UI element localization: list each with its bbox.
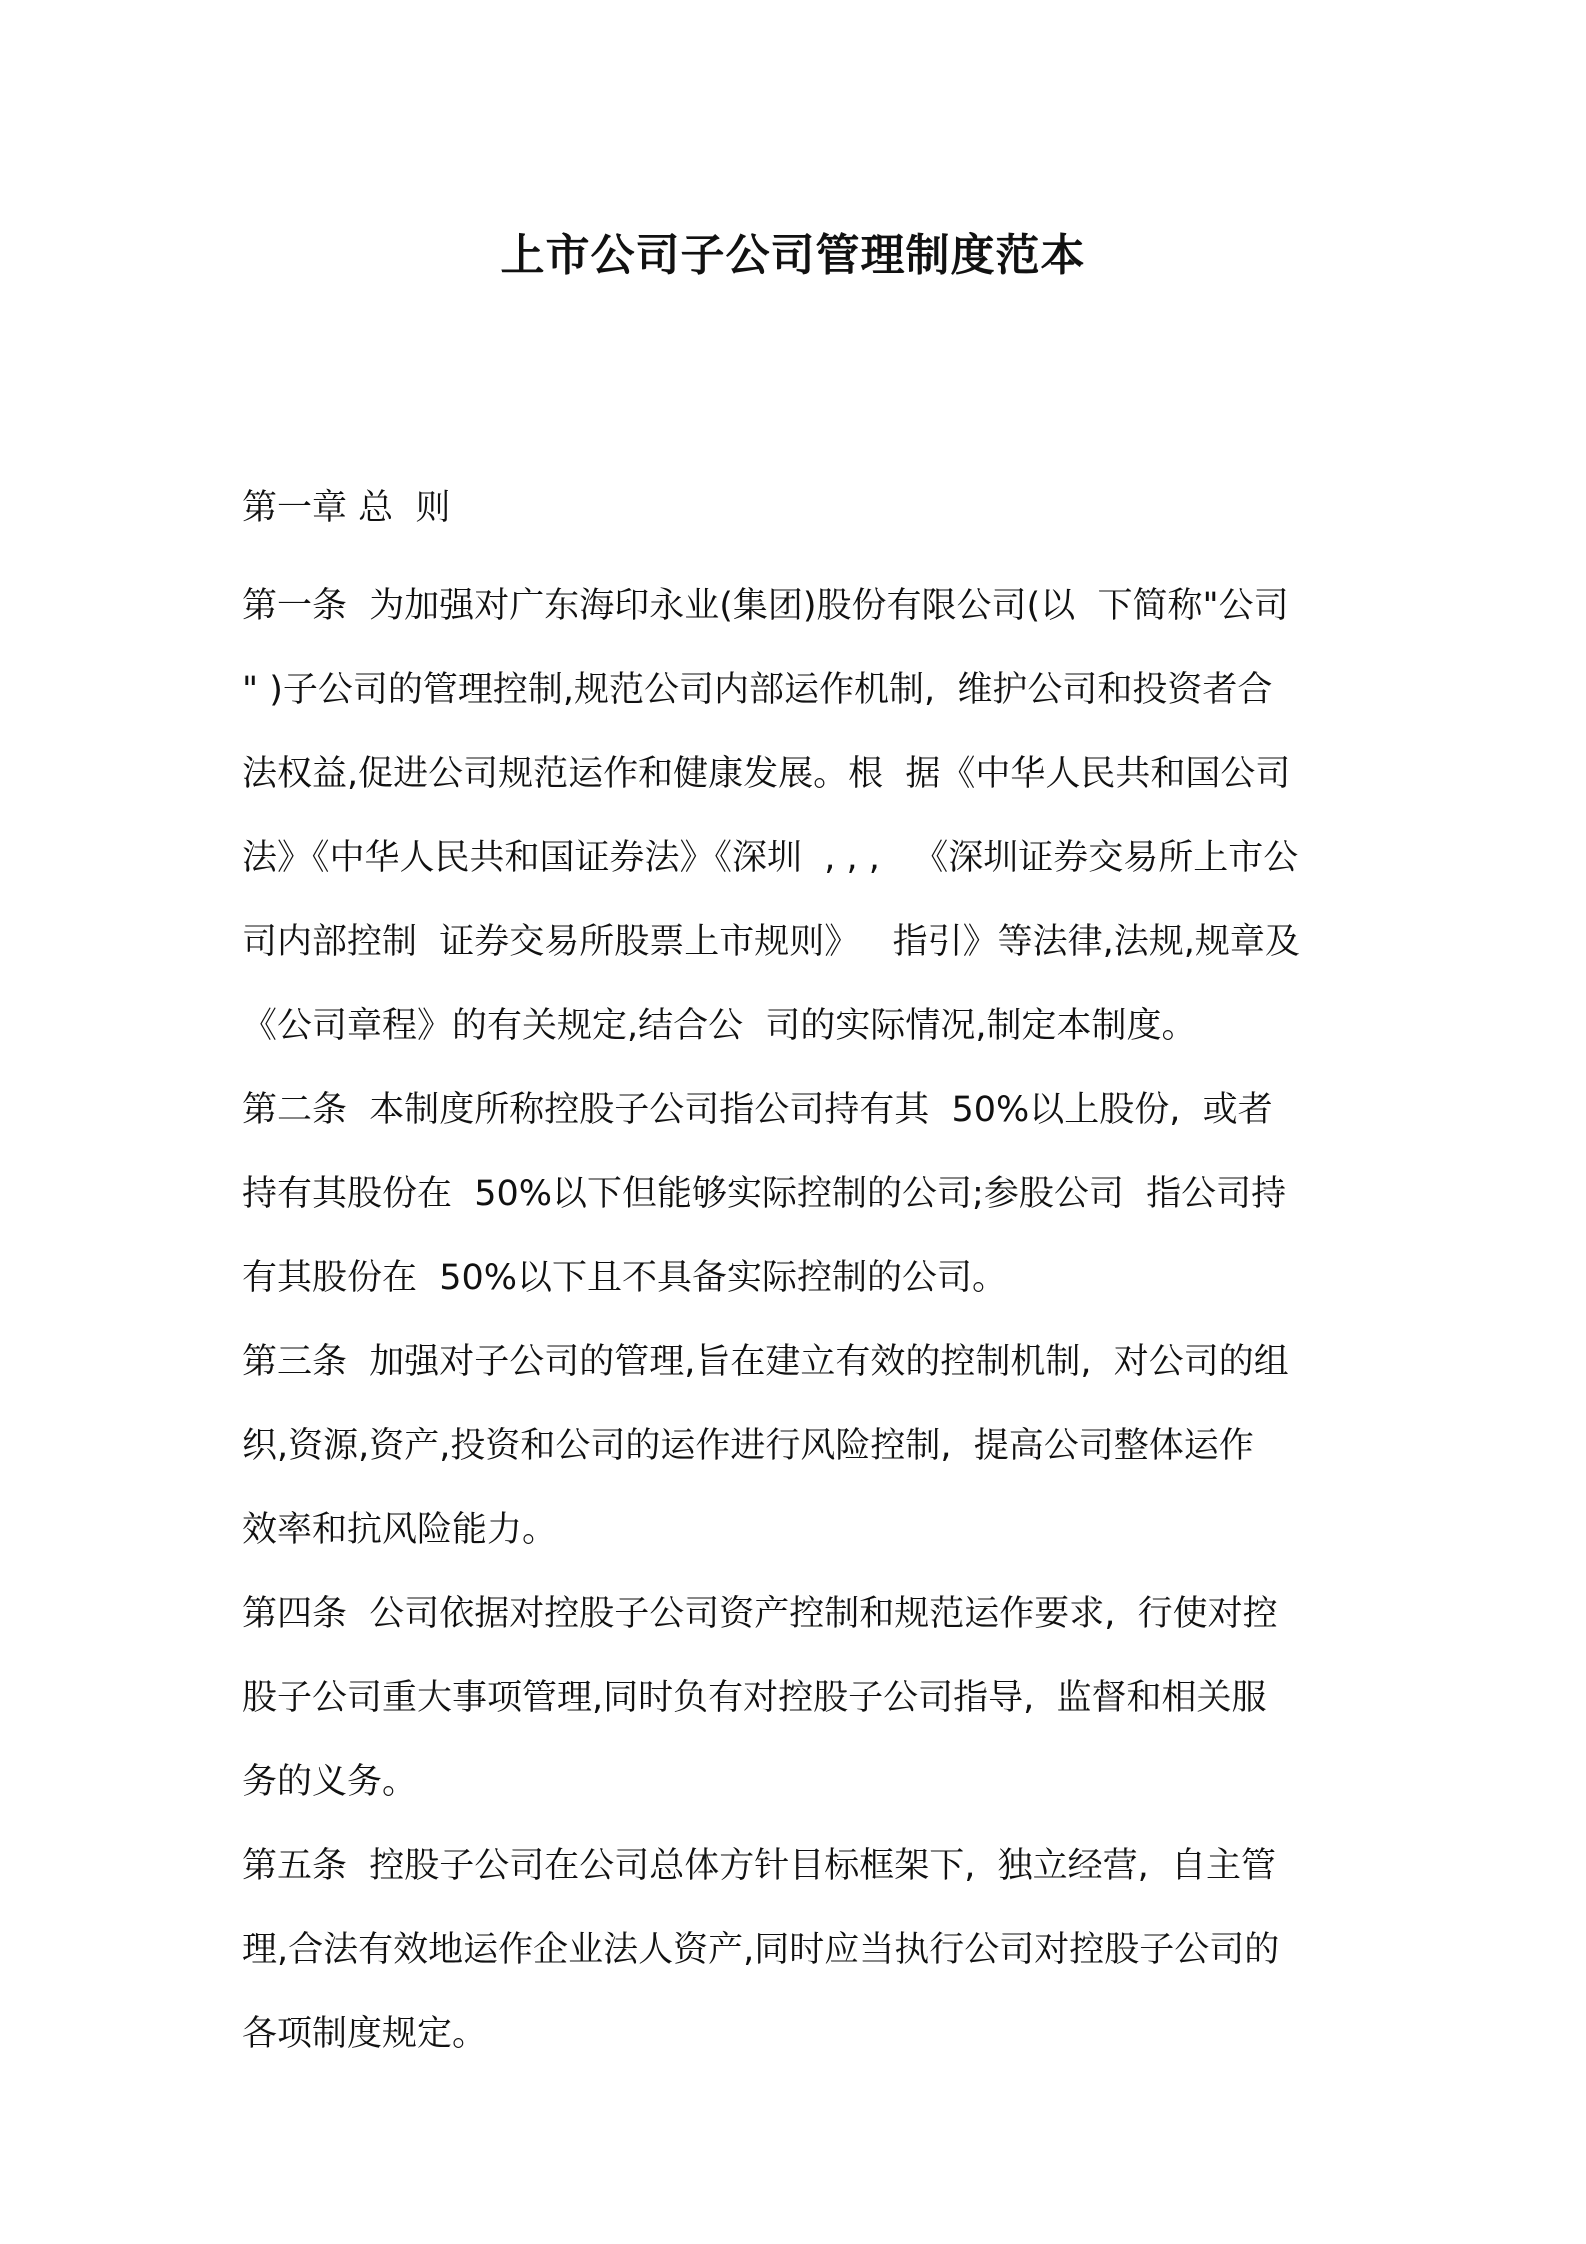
text-line: 有其股份在 50%以下且不具备实际控制的公司。: [242, 1258, 1008, 1298]
text-line: 织,资源,资产,投资和公司的运作进行风险控制, 提高公司整体运作: [242, 1426, 1254, 1466]
chapter-heading: 第一章 总 则: [242, 488, 451, 528]
text-line: 各项制度规定。: [242, 2014, 488, 2054]
text-line: 第一条 为加强对广东海印永业(集团)股份有限公司(以 下简称"公司: [242, 586, 1289, 626]
text-line: 第三条 加强对子公司的管理,旨在建立有效的控制机制, 对公司的组: [242, 1342, 1289, 1382]
text-line: 务的义务。: [242, 1762, 418, 1802]
text-line: 第四条 公司依据对控股子公司资产控制和规范运作要求, 行使对控: [242, 1594, 1278, 1634]
text-line: 司内部控制 证券交易所股票上市规则》 指引》等法律,法规,规章及: [242, 922, 1300, 962]
text-line: 第五条 控股子公司在公司总体方针目标框架下, 独立经营, 自主管: [242, 1846, 1277, 1886]
text-line: 法》《中华人民共和国证券法》《深圳 , , , 《深圳证券交易所上市公: [242, 838, 1299, 878]
text-line: 效率和抗风险能力。: [242, 1510, 558, 1550]
document-title: 上市公司子公司管理制度范本: [500, 230, 1086, 281]
document-body: [242, 564, 1362, 2076]
text-line: 理,合法有效地运作企业法人资产,同时应当执行公司对控股子公司的: [242, 1930, 1280, 1970]
text-line: 第二条 本制度所称控股子公司指公司持有其 50%以上股份, 或者: [242, 1090, 1273, 1130]
text-line: 《公司章程》的有关规定,结合公 司的实际情况,制定本制度。: [242, 1006, 1197, 1046]
text-line: 持有其股份在 50%以下但能够实际控制的公司;参股公司 指公司持: [242, 1174, 1287, 1214]
text-line: " )子公司的管理控制,规范公司内部运作机制, 维护公司和投资者合: [242, 670, 1273, 710]
text-line: 股子公司重大事项管理,同时负有对控股子公司指导, 监督和相关服: [242, 1678, 1267, 1718]
text-line: 法权益,促进公司规范运作和健康发展。根 据《中华人民共和国公司: [242, 754, 1291, 794]
